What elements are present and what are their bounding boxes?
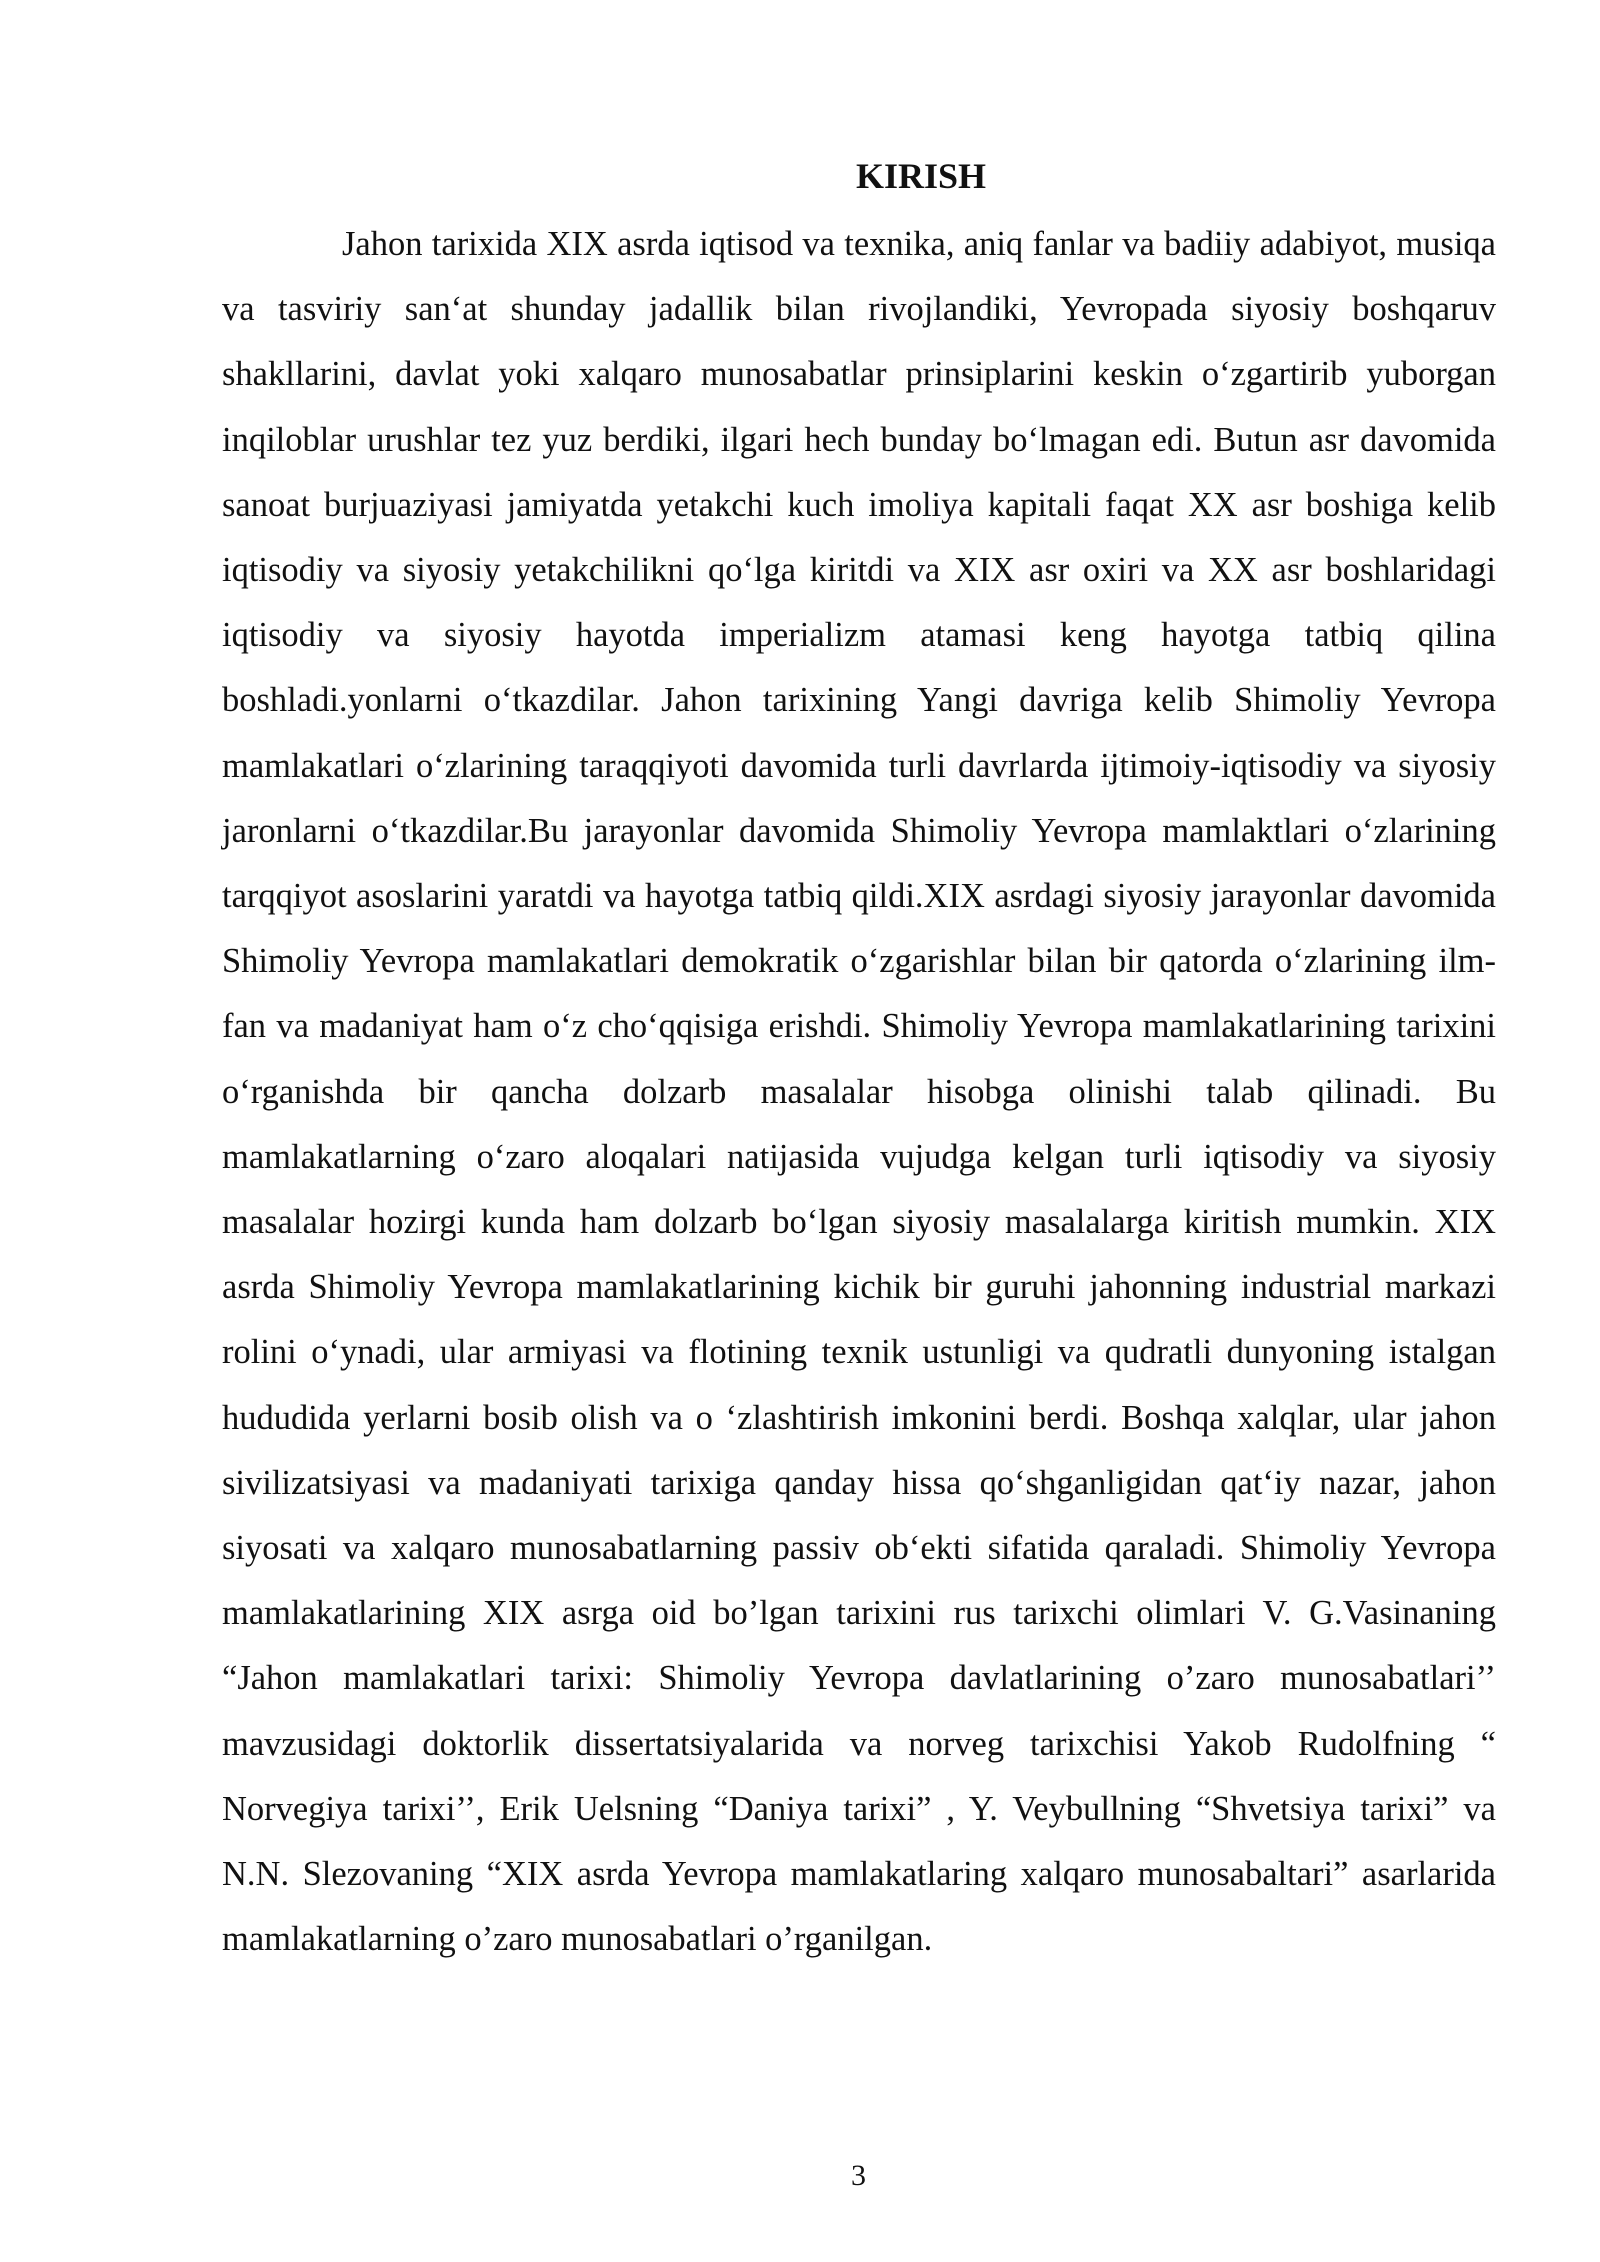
section-heading: KIRISH	[855, 156, 987, 196]
body-paragraph: Jahon tarixida XIX asrda iqtisod va texnika, aniq fanlar va badiiy adabiyot, musiqa va tasviriy san‘at shunday jadallik bilan rivojlandiki, Yevropada siyosiy boshqaruv shakllarini, davlat yoki xalqaro munosabatlar prinsiplarini keskin o‘zgartirib yuborgan inqiloblar urushlar tez yuz berdiki, ilgari hech bunday bo‘lmagan edi. Butun asr davomida sanoat burjuaziyasi jamiyatda yetakchi kuch imoliya kapitali faqat XX asr boshiga kelib iqtisodiy va siyosiy yetakchilikni qo‘lga kiritdi va XIX asr oxiri va XX asr boshlaridagi iqtisodiy va siyosiy hayotda imperializm atamasi keng hayotga tatbiq qilina boshladi.yonlarni o‘tkazdilar. Jahon tarixining Yangi davriga kelib Shimoliy Yevropa mamlakatlari o‘zlarining taraqqiyoti davomida turli davrlarda ijtimoiy-iqtisodiy va siyosiy jaronlarni o‘tkazdilar.Bu jarayonlar davomida Shimoliy Yevropa mamlaktlari o‘zlarining tarqqiyot asoslarini yaratdi va hayotga tatbiq qildi.XIX asrdagi siyosiy jarayonlar davomida Shimoliy Yevropa mamlakatlari demokratik o‘zgarishlar bilan bir qatorda o‘zlarining ilm-fan va madaniyat ham o‘z cho‘qqisiga erishdi. Shimoliy Yevropa mamlakatlarining tarixini o‘rganishda bir qancha dolzarb masalalar hisobga olinishi talab qilinadi. Bu mamlakatlarning o‘zaro aloqalari natijasida vujudga kelgan turli iqtisodiy va siyosiy masalalar hozirgi kunda ham dolzarb bo‘lgan siyosiy masalalarga kiritish mumkin. XIX asrda Shimoliy Yevropa mamlakatlarining kichik bir guruhi jahonning industrial markazi rolini o‘ynadi, ular armiyasi va flotining texnik ustunligi va qudratli dunyoning istalgan hududida yerlarni bosib olish va o ‘zlashtirish imkonini berdi. Boshqa xalqlar, ular jahon sivilizatsiyasi va madaniyati tarixiga qanday hissa qo‘shganligidan qat‘iy nazar, jahon siyosati va xalqaro munosabatlarning passiv ob‘ekti sifatida qaraladi. Shimoliy Yevropa mamlakatlarining XIX asrga oid bo’lgan tarixini rus tarixchi olimlari V. G.Vasinaning “Jahon mamlakatlari tarixi: Shimoliy Yevropa davlatlarining o’zaro munosabatlari’’ mavzusidagi doktorlik dissertatsiyalarida va norveg tarixchisi Yakob Rudolfning “ Norvegiya tarixi’’, Erik Uelsning “Daniya tarixi” , Y. Veybullning “Shvetsiya tarixi” va N.N. Slezovaning “XIX asrda Yevropa mamlakatlaring xalqaro munosabaltari” asarlarida mamlakatlarning o’zaro munosabatlari o’rganilgan.	[222, 225, 1496, 1959]
page-number: 3	[851, 2159, 866, 2192]
heading-container	[222, 150, 1496, 202]
